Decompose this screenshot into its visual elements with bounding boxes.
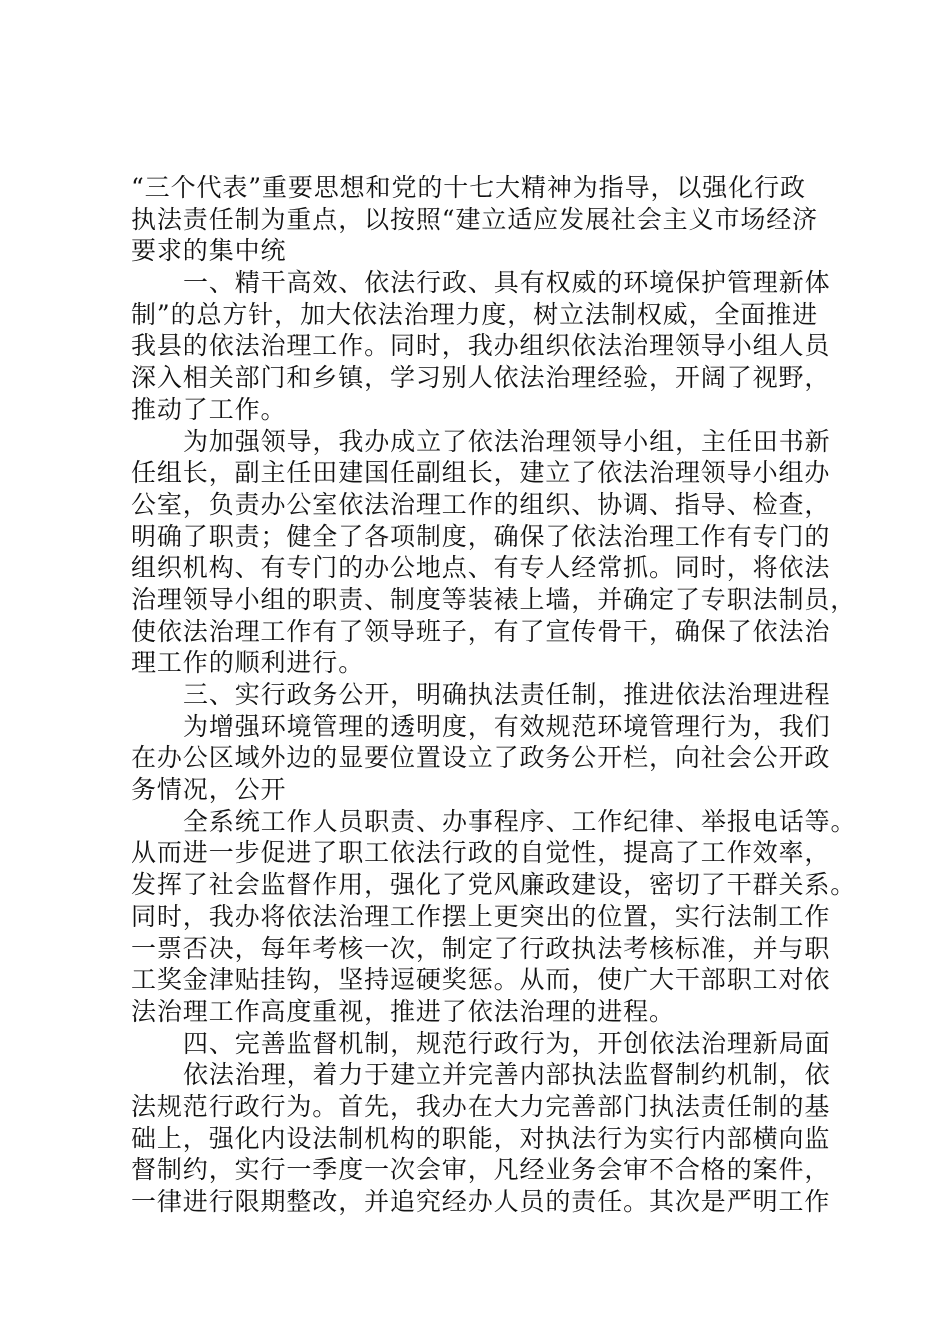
text-line: 一票否决，每年考核一次，制定了行政执法考核标准，并与职: [131, 933, 831, 963]
text-line: 依法治理，着力于建立并完善内部执法监督制约机制，依: [183, 1060, 831, 1090]
text-line: 为增强环境管理的透明度，有效规范环境管理行为，我们: [183, 711, 831, 741]
text-line: 一律进行限期整改，并追究经办人员的责任。其次是严明工作: [131, 1187, 831, 1216]
text-line: 使依法治理工作有了领导班子，有了宣传骨干，确保了依法治: [131, 616, 831, 646]
text-line: 础上，强化内设法制机构的职能，对执法行为实行内部横向监: [131, 1123, 831, 1153]
text-line: 法治理工作高度重视，推进了依法治理的进程。: [131, 996, 675, 1026]
text-line: “三个代表”重要思想和党的十七大精神为指导，以强化行政: [131, 173, 806, 202]
text-line: 治理领导小组的职责、制度等装裱上墙，并确定了专职法制员，: [131, 584, 857, 614]
text-line: 公室，负责办公室依法治理工作的组织、协调、指导、检查，: [131, 489, 831, 519]
text-line: 三、实行政务公开，明确执法责任制，推进依法治理进程: [183, 680, 831, 709]
text-line: 任组长，副主任田建国任副组长，建立了依法治理领导小组办: [131, 458, 831, 488]
text-line: 深入相关部门和乡镇，学习别人依法治理经验，开阔了视野，: [131, 363, 831, 393]
text-line: 组织机构、有专门的办公地点、有专人经常抓。同时，将依法: [131, 553, 831, 583]
text-line: 督制约，实行一季度一次会审，凡经业务会审不合格的案件，: [131, 1155, 831, 1185]
text-line: 工奖金津贴挂钩，坚持逗硬奖惩。从而，使广大干部职工对依: [131, 965, 831, 995]
text-line: 在办公区域外边的显要位置设立了政务公开栏，向社会公开政: [131, 743, 831, 773]
text-line: 理工作的顺利进行。: [131, 648, 365, 678]
text-line: 推动了工作。: [131, 394, 287, 424]
text-line: 为加强领导，我办成立了依法治理领导小组，主任田书新: [183, 426, 831, 456]
text-line: 发挥了社会监督作用，强化了党风廉政建设，密切了干群关系。: [131, 870, 857, 900]
text-line: 制”的总方针，加大依法治理力度，树立法制权威，全面推进: [131, 299, 819, 329]
text-line: 执法责任制为重点，以按照“建立适应发展社会主义市场经济: [131, 204, 819, 234]
text-line: 四、完善监督机制，规范行政行为，开创依法治理新局面: [183, 1028, 831, 1058]
text-line: 同时，我办将依法治理工作摆上更突出的位置，实行法制工作: [131, 901, 831, 931]
text-line: 全系统工作人员职责、办事程序、工作纪律、举报电话等。: [183, 806, 857, 836]
text-line: 务情况，公开: [131, 775, 287, 805]
text-line: 法规范行政行为。首先，我办在大力完善部门执法责任制的基: [131, 1091, 831, 1121]
document-body-text: [131, 172, 857, 1218]
text-line: 从而进一步促进了职工依法行政的自觉性，提高了工作效率，: [131, 838, 831, 868]
text-line: 我县的依法治理工作。同时，我办组织依法治理领导小组人员: [131, 331, 831, 361]
text-line: 要求的集中统: [131, 236, 287, 266]
text-line: 一、精干高效、依法行政、具有权威的环境保护管理新体: [183, 268, 831, 298]
text-line: 明确了职责；健全了各项制度，确保了依法治理工作有专门的: [131, 521, 831, 551]
